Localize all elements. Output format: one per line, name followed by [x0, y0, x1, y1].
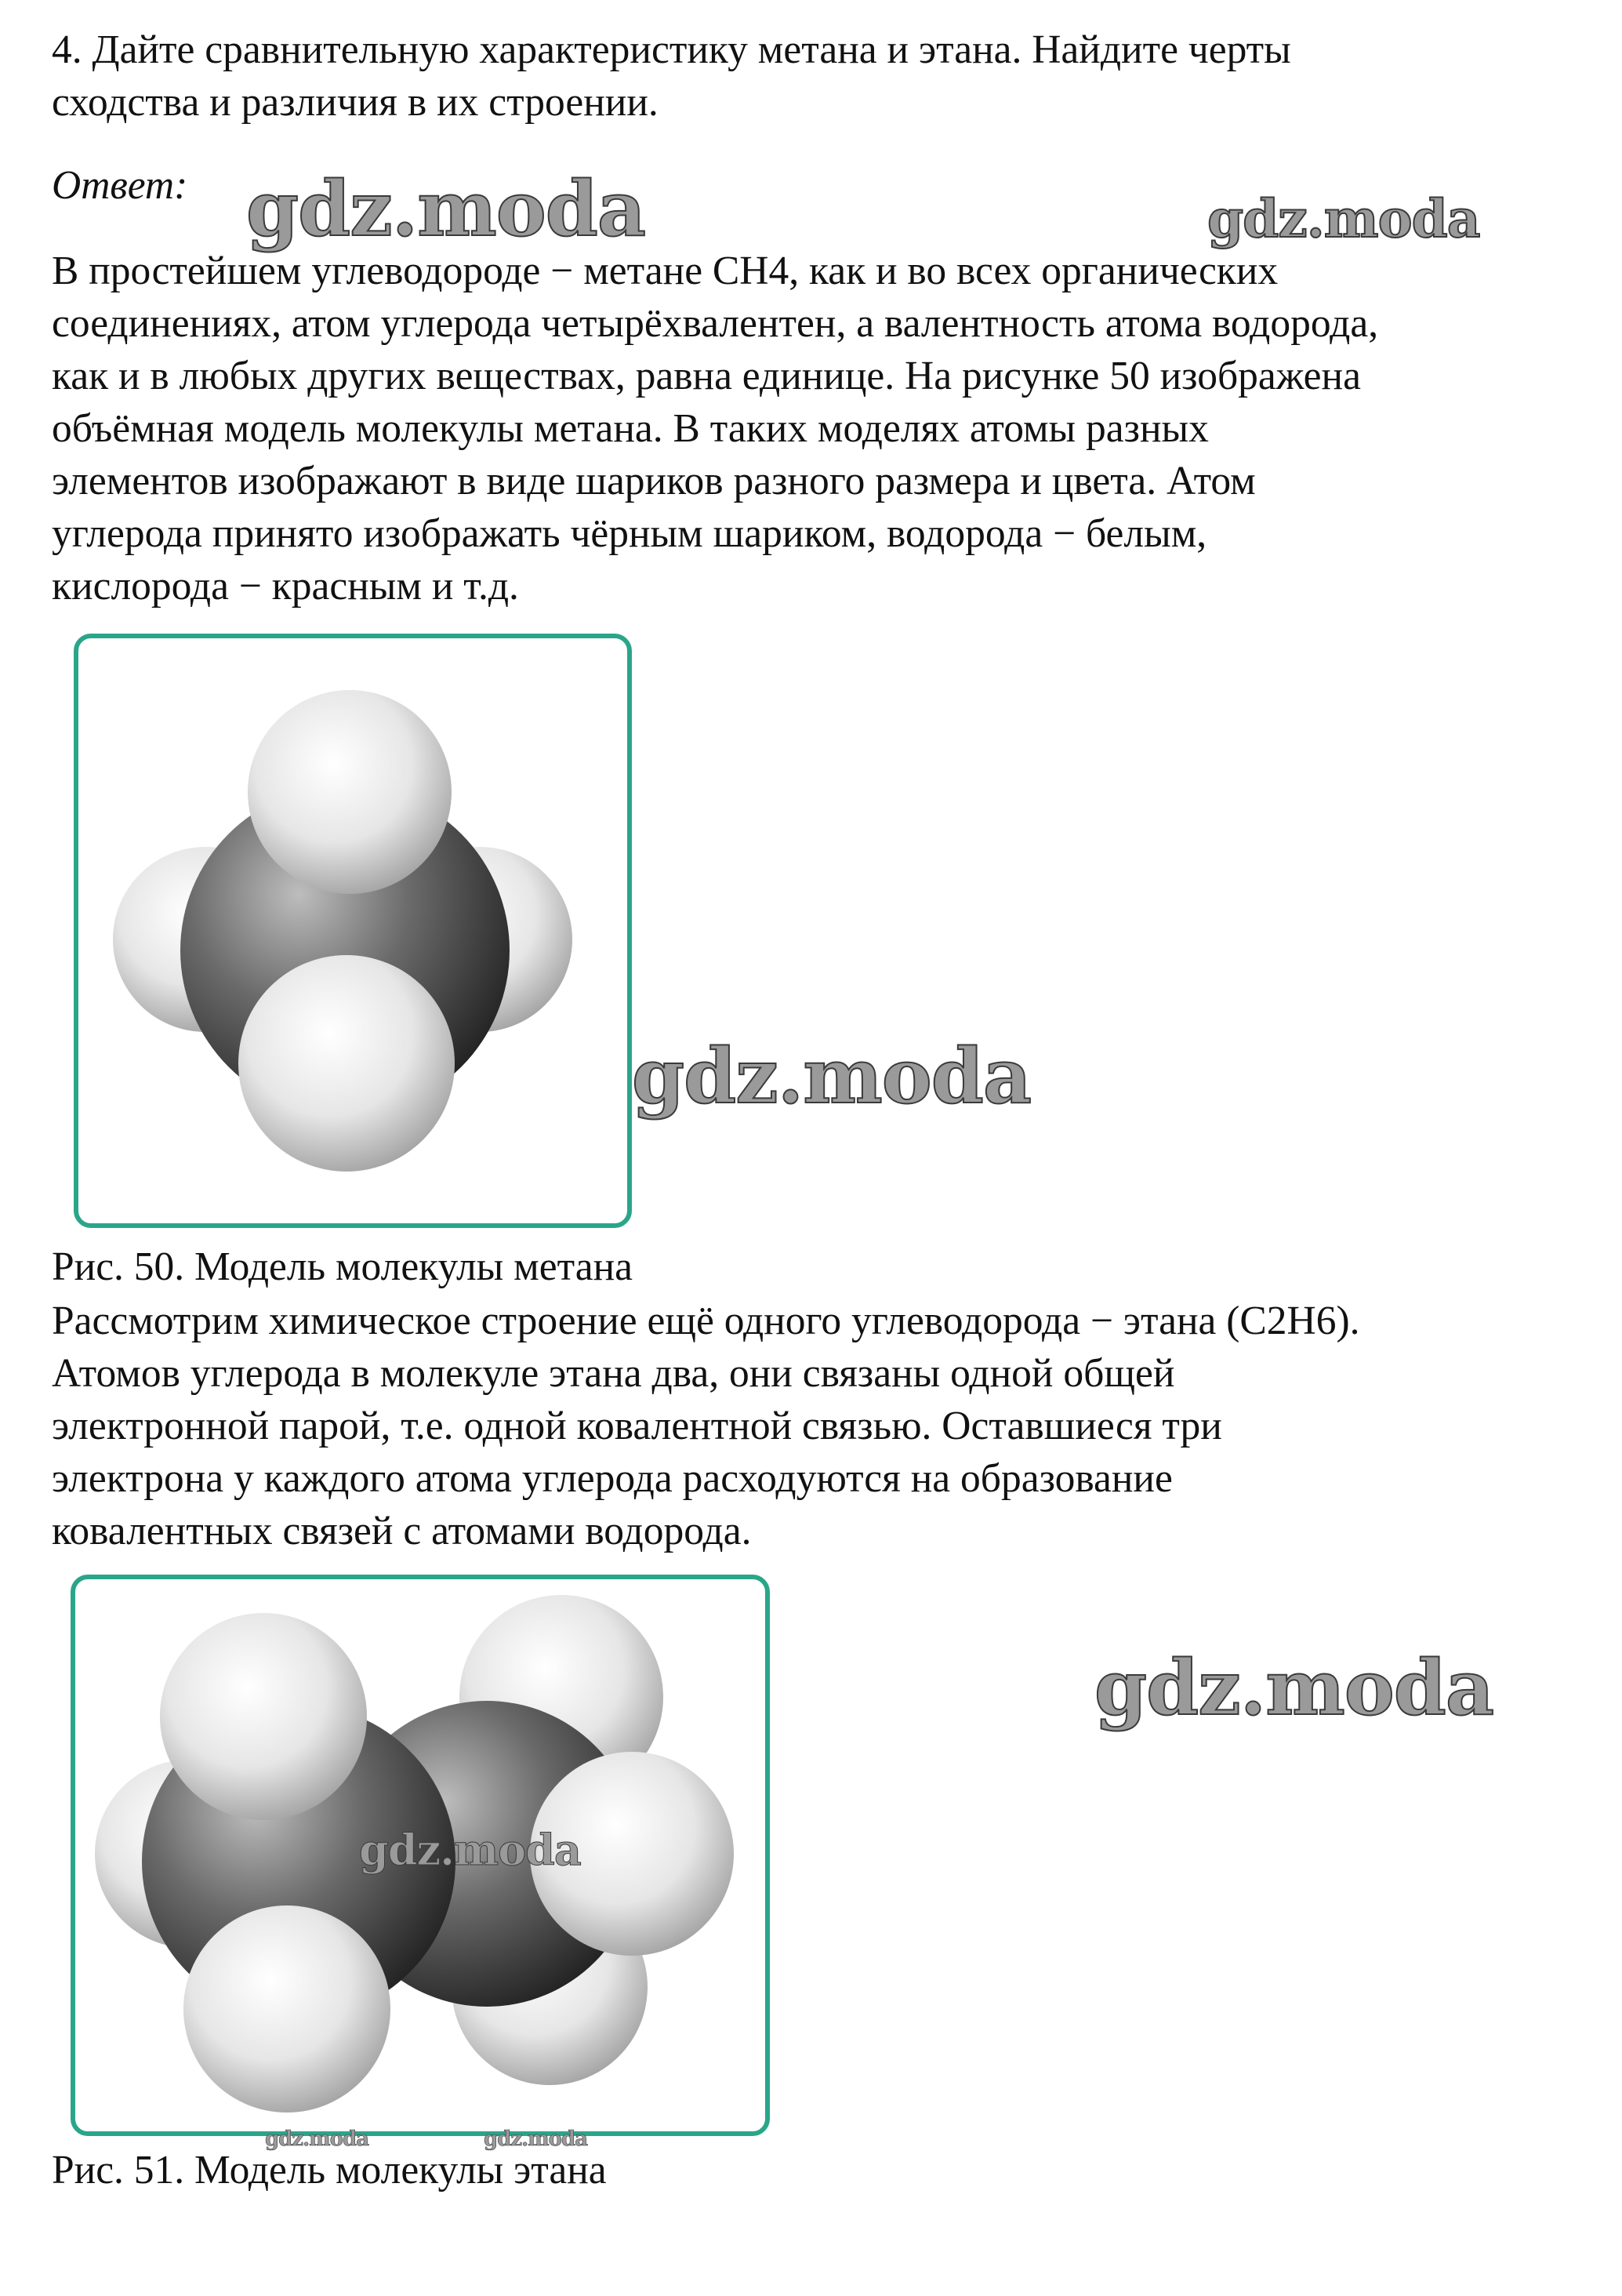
watermark: gdz.moda: [1207, 188, 1480, 249]
question-text: [52, 24, 1291, 129]
question-line: сходства и различия в их строении.: [52, 80, 659, 125]
paragraph-line: кислорода − красным и т.д.: [52, 564, 519, 609]
paragraph-line: как и в любых других веществах, равна единице. На рисунке 50 изображена: [52, 354, 1361, 398]
answer-label: Ответ:: [52, 163, 188, 208]
methane-molecule-illustration: [78, 638, 627, 1223]
figure-50-caption: Рис. 50. Модель молекулы метана: [52, 1244, 633, 1289]
paragraph-line: элементов изображают в виде шариков разного размера и цвета. Атом: [52, 459, 1256, 503]
hydrogen-atom: [160, 1613, 367, 1820]
hydrogen-atom-top: [248, 690, 452, 894]
watermark: gdz.moda: [359, 1825, 581, 1875]
paragraph-line: В простейшем углеводороде − метане CH4, как и во всех органических: [52, 249, 1279, 293]
paragraph-methane: [52, 245, 1378, 612]
paragraph-line: Рассмотрим химическое строение ещё одного углеводорода − этана (C2H6).: [52, 1299, 1360, 1343]
paragraph-line: Атомов углерода в молекуле этана два, они связаны одной общей: [52, 1351, 1175, 1396]
paragraph-line: ковалентных связей с атомами водорода.: [52, 1509, 752, 1553]
methane-model-figure: [74, 634, 632, 1228]
watermark: gdz.moda: [632, 1032, 1032, 1121]
question-line: 4. Дайте сравнительную характеристику метана и этана. Найдите черты: [52, 27, 1291, 72]
watermark: gdz.moda: [1094, 1644, 1494, 1732]
watermark: gdz.moda: [484, 2127, 588, 2151]
watermark: gdz.moda: [265, 2127, 369, 2151]
paragraph-line: электронной парой, т.е. одной ковалентной связью. Оставшиеся три: [52, 1404, 1222, 1448]
paragraph-ethane: [52, 1295, 1359, 1557]
paragraph-line: объёмная модель молекулы метана. В таких моделях атомы разных: [52, 406, 1209, 451]
watermark: gdz.moda: [246, 165, 646, 253]
hydrogen-atom: [183, 1905, 390, 2113]
paragraph-line: соединениях, атом углерода четырёхвалентен, а валентность атома водорода,: [52, 301, 1379, 346]
paragraph-line: углерода принято изображать чёрным шариком, водорода − белым,: [52, 511, 1207, 556]
hydrogen-atom-bottom: [238, 955, 455, 1172]
paragraph-line: электрона у каждого атома углерода расходуются на образование: [52, 1456, 1173, 1501]
figure-51-caption: Рис. 51. Модель молекулы этана: [52, 2148, 607, 2192]
